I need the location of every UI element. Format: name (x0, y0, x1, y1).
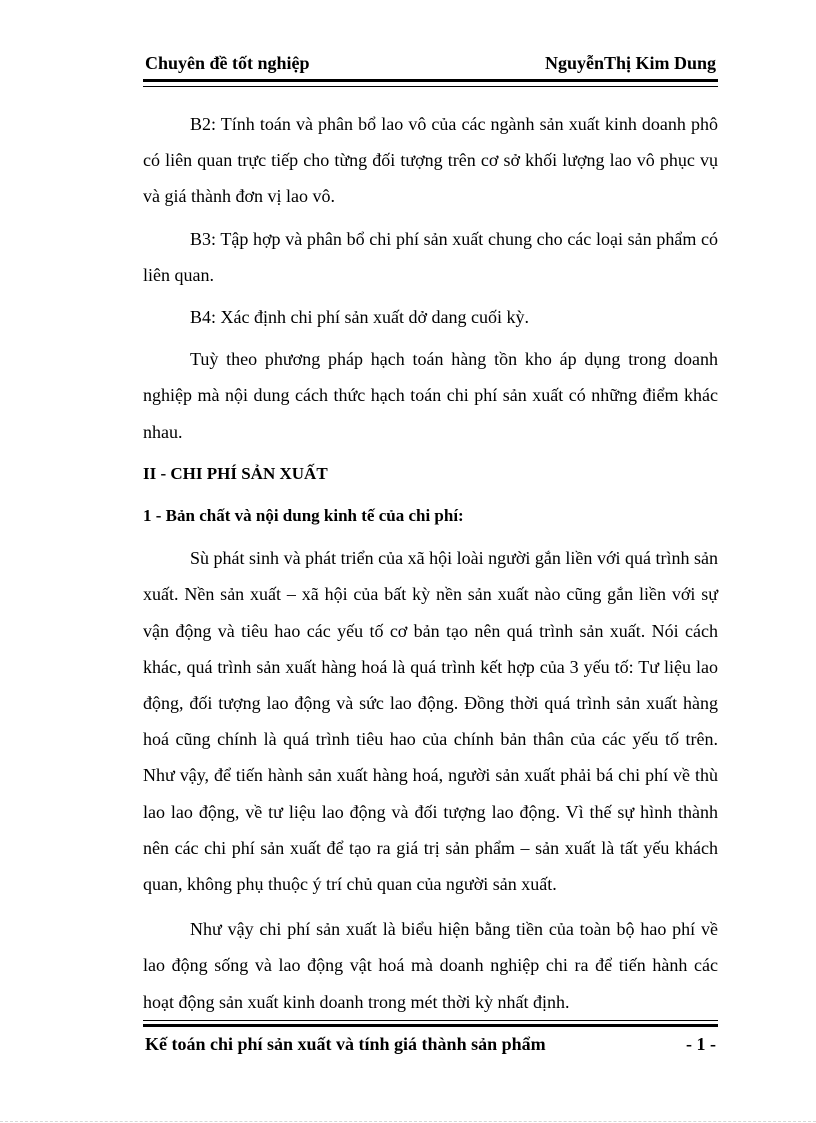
subsection-heading: 1 - Bản chất và nội dung kinh tế của chi phí: (143, 506, 464, 526)
paragraph-b2: B2: Tính toán và phân bổ lao vô của các ngành sản xuất kinh doanh phô có liên quan trực tiếp cho từng đối tượng trên cơ sở khối lượng lao vô phục vụ và giá thành đơn vị lao vô. (143, 114, 718, 207)
paragraph-b4: B4: Xác định chi phí sản xuất dở dang cuối kỳ. (190, 307, 529, 328)
paragraph-b3: B3: Tập hợp và phân bổ chi phí sản xuất chung cho các loại sản phẩm có liên quan. (143, 228, 718, 285)
page-edge (0, 1121, 816, 1122)
section-heading: II - CHI PHÍ SẢN XUẤT (143, 463, 328, 483)
header-author: NguyễnThị Kim Dung (544, 53, 716, 73)
header-title: Chuyên đề tốt nghiệp (145, 53, 310, 73)
footer-title: Kế toán chi phí sản xuất và tính giá thành sản phẩm (145, 1034, 546, 1054)
paragraph-inventory-method: Tuỳ theo phương pháp hạch toán hàng tồn kho áp dụng trong doanh nghiệp mà nội dung cách thức hạch toán chi phí sản xuất có những điểm khác nhau. (143, 349, 718, 442)
paragraph-definition: Như vậy chi phí sản xuất là biểu hiện bằng tiền của toàn bộ hao phí về lao động sống và lao động vật hoá mà doanh nghiệp chi ra để tiến hành các hoạt động sản xuất kinh doanh trong mét thời kỳ nhất định. (143, 919, 718, 1012)
footer-rule (143, 1020, 718, 1027)
paragraph-nature: Sù phát sinh và phát triển của xã hội loài người gắn liền với quá trình sản xuất. Nền sản xuất – xã hội của bất kỳ nền sản xuất nào cũng gắn liền với sự vận động và tiêu hao các yếu tố cơ bản tạo nên quá trình sản xuất. Nói cách khác, quá trình sản xuất hàng hoá là quá trình kết hợp của 3 yếu tố: Tư liệu lao động, đối tượng lao động và sức lao động. Đồng thời quá trình sản xuất hàng hoá cũng chính là quá trình tiêu hao của chính bản thân của các yếu tố trên. Như vậy, để tiến hành sản xuất hàng hoá, người sản xuất phải bá chi phí về thù lao lao động, về tư liệu lao động và đối tượng lao động. Vì thế sự hình thành nên các chi phí sản xuất để tạo ra giá trị sản phẩm – sản xuất là tất yếu khách quan, không phụ thuộc ý trí chủ quan của người sản xuất. (143, 548, 718, 895)
page-header (143, 50, 718, 76)
page-footer (143, 1020, 718, 1054)
header-rule (143, 79, 718, 87)
page-number: - 1 - (686, 1034, 716, 1054)
page-body (143, 106, 718, 1020)
